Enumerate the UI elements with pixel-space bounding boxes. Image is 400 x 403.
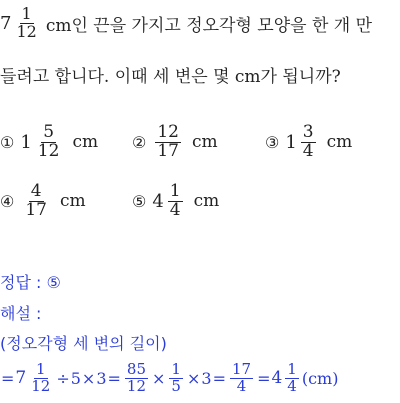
option-4[interactable] [0, 183, 86, 220]
solution-subtitle: (정오각형 세 변의 길이) [0, 334, 167, 353]
length-fraction-denominator: 12 [16, 21, 37, 41]
times-sign: × [186, 368, 201, 388]
option-3[interactable] [265, 124, 352, 161]
option-2-denominator: 17 [157, 140, 179, 161]
solution-unit: (cm) [301, 368, 339, 388]
solution-fraction-4-denominator: 4 [236, 376, 247, 395]
option-3-unit: cm [326, 132, 353, 153]
solution-fraction-2-denominator: 12 [126, 376, 147, 395]
length-fraction-numerator: 1 [21, 4, 32, 23]
option-3-whole: 1 [285, 131, 297, 153]
option-1-denominator: 12 [37, 140, 60, 161]
option-5-fraction [168, 183, 183, 220]
solution-three: 3 [96, 368, 107, 388]
option-1[interactable] [0, 124, 98, 161]
equals-sign: = [212, 368, 226, 388]
solution-fraction-2-numerator: 85 [126, 360, 147, 378]
option-4-fraction [23, 183, 49, 220]
option-5-numerator: 1 [169, 181, 181, 201]
times-sign: × [152, 368, 166, 388]
option-5-unit: cm [193, 191, 220, 212]
option-3-fraction [301, 124, 316, 161]
solution-whole-5: 4 [271, 368, 283, 389]
solution-fraction-1-numerator: 1 [36, 360, 46, 378]
solution-fraction-2 [125, 362, 148, 395]
option-4-unit: cm [59, 191, 86, 212]
option-1-fraction [36, 124, 62, 161]
option-2[interactable] [132, 124, 218, 161]
option-4-denominator: 17 [25, 199, 47, 220]
option-5-marker: ⑤ [132, 191, 147, 211]
option-1-whole: 1 [20, 131, 32, 153]
option-1-numerator: 5 [43, 122, 55, 142]
solution-fraction-5-numerator: 1 [287, 360, 297, 378]
solution-whole-1: 7 [15, 368, 27, 389]
solution-fraction-5 [285, 362, 299, 395]
equals-sign: = [1, 368, 15, 388]
option-3-marker: ③ [265, 132, 280, 152]
solution-fraction-5-denominator: 4 [287, 376, 297, 395]
solution-fraction-3-numerator: 1 [171, 360, 181, 378]
option-5-whole: 4 [152, 190, 164, 212]
option-4-numerator: 4 [30, 181, 42, 201]
option-5-denominator: 4 [169, 199, 181, 220]
question-line-1 [0, 6, 372, 41]
option-1-marker: ① [0, 132, 15, 152]
solution-equation [0, 362, 338, 395]
explanation-label: 해설 : [0, 304, 42, 323]
solution-fraction-3 [169, 362, 183, 395]
option-4-marker: ④ [0, 191, 15, 211]
solution-fraction-1-denominator: 12 [31, 376, 51, 395]
solution-fraction-1 [29, 362, 52, 395]
question-text-1: cm인 끈을 가지고 정오각형 모양을 한 개 만 [45, 15, 373, 36]
option-1-unit: cm [72, 132, 99, 153]
solution-fraction-4 [230, 362, 253, 395]
option-2-numerator: 12 [157, 122, 179, 142]
option-2-unit: cm [191, 132, 218, 153]
solution-fraction-4-numerator: 17 [231, 360, 252, 378]
solution-three: 3 [201, 368, 212, 388]
option-5[interactable] [132, 183, 219, 220]
times-sign: × [81, 368, 96, 388]
question-text-2: 들려고 합니다. 이때 세 변은 몇 cm가 됩니까? [0, 67, 341, 87]
question-line-2 [0, 62, 341, 87]
solution-fraction-3-denominator: 5 [171, 376, 181, 395]
equals-sign: = [257, 368, 271, 388]
length-fraction [14, 6, 38, 41]
solution-five: 5 [70, 368, 81, 388]
option-2-fraction [155, 124, 181, 161]
length-whole: 7 [0, 12, 12, 34]
divide-sign: ÷ [56, 368, 70, 388]
option-2-marker: ② [132, 132, 147, 152]
option-3-numerator: 3 [302, 122, 314, 142]
answer-label: 정답 : ⑤ [0, 273, 61, 292]
option-3-denominator: 4 [302, 140, 314, 161]
equals-sign: = [107, 368, 121, 388]
